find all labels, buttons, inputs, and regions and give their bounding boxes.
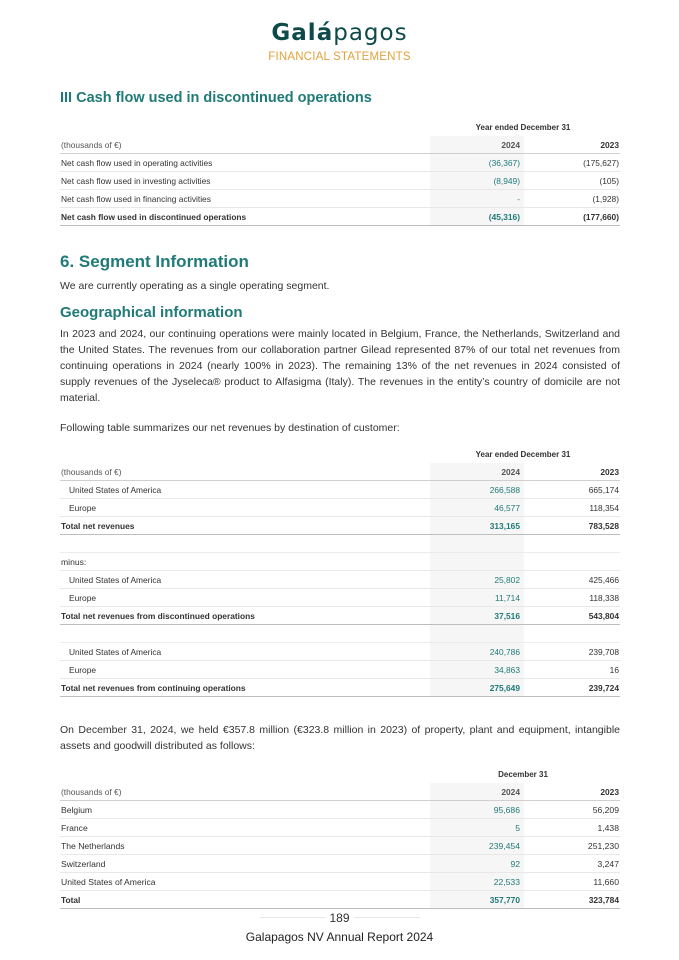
spacer-row bbox=[60, 625, 620, 643]
table-row: Net cash flow used in financing activities - (1,928) bbox=[60, 190, 620, 208]
table-row: United States of America 22,533 11,660 bbox=[60, 873, 620, 891]
cash-flow-table bbox=[60, 118, 620, 226]
table-row: Net cash flow used in investing activities (8,949) (105) bbox=[60, 172, 620, 190]
unit-label: (thousands of €) bbox=[60, 136, 430, 154]
cash-flow-heading: III Cash flow used in discontinued operations bbox=[60, 90, 372, 106]
col-2024: 2024 bbox=[430, 136, 524, 154]
geo-paragraph: In 2023 and 2024, our continuing operations were mainly located in Belgium, France, the Netherlands, Switzerland and the United States. The revenues from our collaboration partner Gilead represented 87% of our total net revenues from continuing operations in 2024 (nearly 100% in 2023). The remaining 13% of the net revenues in 2024 consisted of supply revenues of the Jyseleca® product to Alfasigma (Italy). The revenues in the entity’s country of domicile are not material. bbox=[60, 328, 620, 404]
table-row: Europe 11,714 118,338 bbox=[60, 589, 620, 607]
total-row: Total net revenues from continuing operations 275,649 239,724 bbox=[60, 679, 620, 697]
col-2024: 2024 bbox=[430, 783, 524, 801]
total-row: Total 357,770 323,784 bbox=[60, 891, 620, 909]
segment-heading: 6. Segment Information bbox=[60, 252, 249, 271]
table-row: Net cash flow used in operating activities (36,367) (175,627) bbox=[60, 154, 620, 172]
table-row: Europe 34,863 16 bbox=[60, 661, 620, 679]
table-row: Switzerland 92 3,247 bbox=[60, 855, 620, 873]
period-header: December 31 bbox=[498, 769, 548, 779]
unit-label: (thousands of €) bbox=[60, 463, 430, 481]
page-header bbox=[0, 20, 679, 63]
spacer-row bbox=[60, 535, 620, 553]
table-row: The Netherlands 239,454 251,230 bbox=[60, 837, 620, 855]
table-row: Belgium 95,686 56,209 bbox=[60, 801, 620, 819]
revenue-table bbox=[60, 445, 620, 697]
table-row: United States of America 240,786 239,708 bbox=[60, 643, 620, 661]
galapagos-logo: Galápagos bbox=[271, 20, 408, 46]
assets-table bbox=[60, 765, 620, 909]
table-row: minus: bbox=[60, 553, 620, 571]
report-title: Galapagos NV Annual Report 2024 bbox=[245, 930, 434, 944]
revenue-table-intro: Following table summarizes our net revenues by destination of customer: bbox=[60, 422, 400, 434]
table-row: France 5 1,438 bbox=[60, 819, 620, 837]
geo-heading: Geographical information bbox=[60, 304, 243, 321]
table-row: United States of America 266,588 665,174 bbox=[60, 481, 620, 499]
period-header: Year ended December 31 bbox=[475, 122, 571, 132]
total-row: Total net revenues 313,165 783,528 bbox=[60, 517, 620, 535]
col-2023: 2023 bbox=[524, 463, 620, 481]
total-row: Total net revenues from discontinued operations 37,516 543,804 bbox=[60, 607, 620, 625]
total-row: Net cash flow used in discontinued operations (45,316) (177,660) bbox=[60, 208, 620, 226]
main-content bbox=[60, 90, 620, 909]
col-2023: 2023 bbox=[524, 783, 620, 801]
page-number: 189 bbox=[325, 911, 353, 925]
segment-intro: We are currently operating as a single operating segment. bbox=[60, 280, 330, 292]
table-row: Europe 46,577 118,354 bbox=[60, 499, 620, 517]
col-2023: 2023 bbox=[524, 136, 620, 154]
period-header: Year ended December 31 bbox=[475, 449, 571, 459]
assets-paragraph: On December 31, 2024, we held €357.8 million (€323.8 million in 2023) of property, plant and equipment, intangible assets and goodwill distributed as follows: bbox=[60, 724, 620, 752]
col-2024: 2024 bbox=[430, 463, 524, 481]
unit-label: (thousands of €) bbox=[60, 783, 430, 801]
page-footer bbox=[0, 908, 679, 944]
section-subtitle: FINANCIAL STATEMENTS bbox=[268, 51, 411, 63]
table-row: United States of America 25,802 425,466 bbox=[60, 571, 620, 589]
